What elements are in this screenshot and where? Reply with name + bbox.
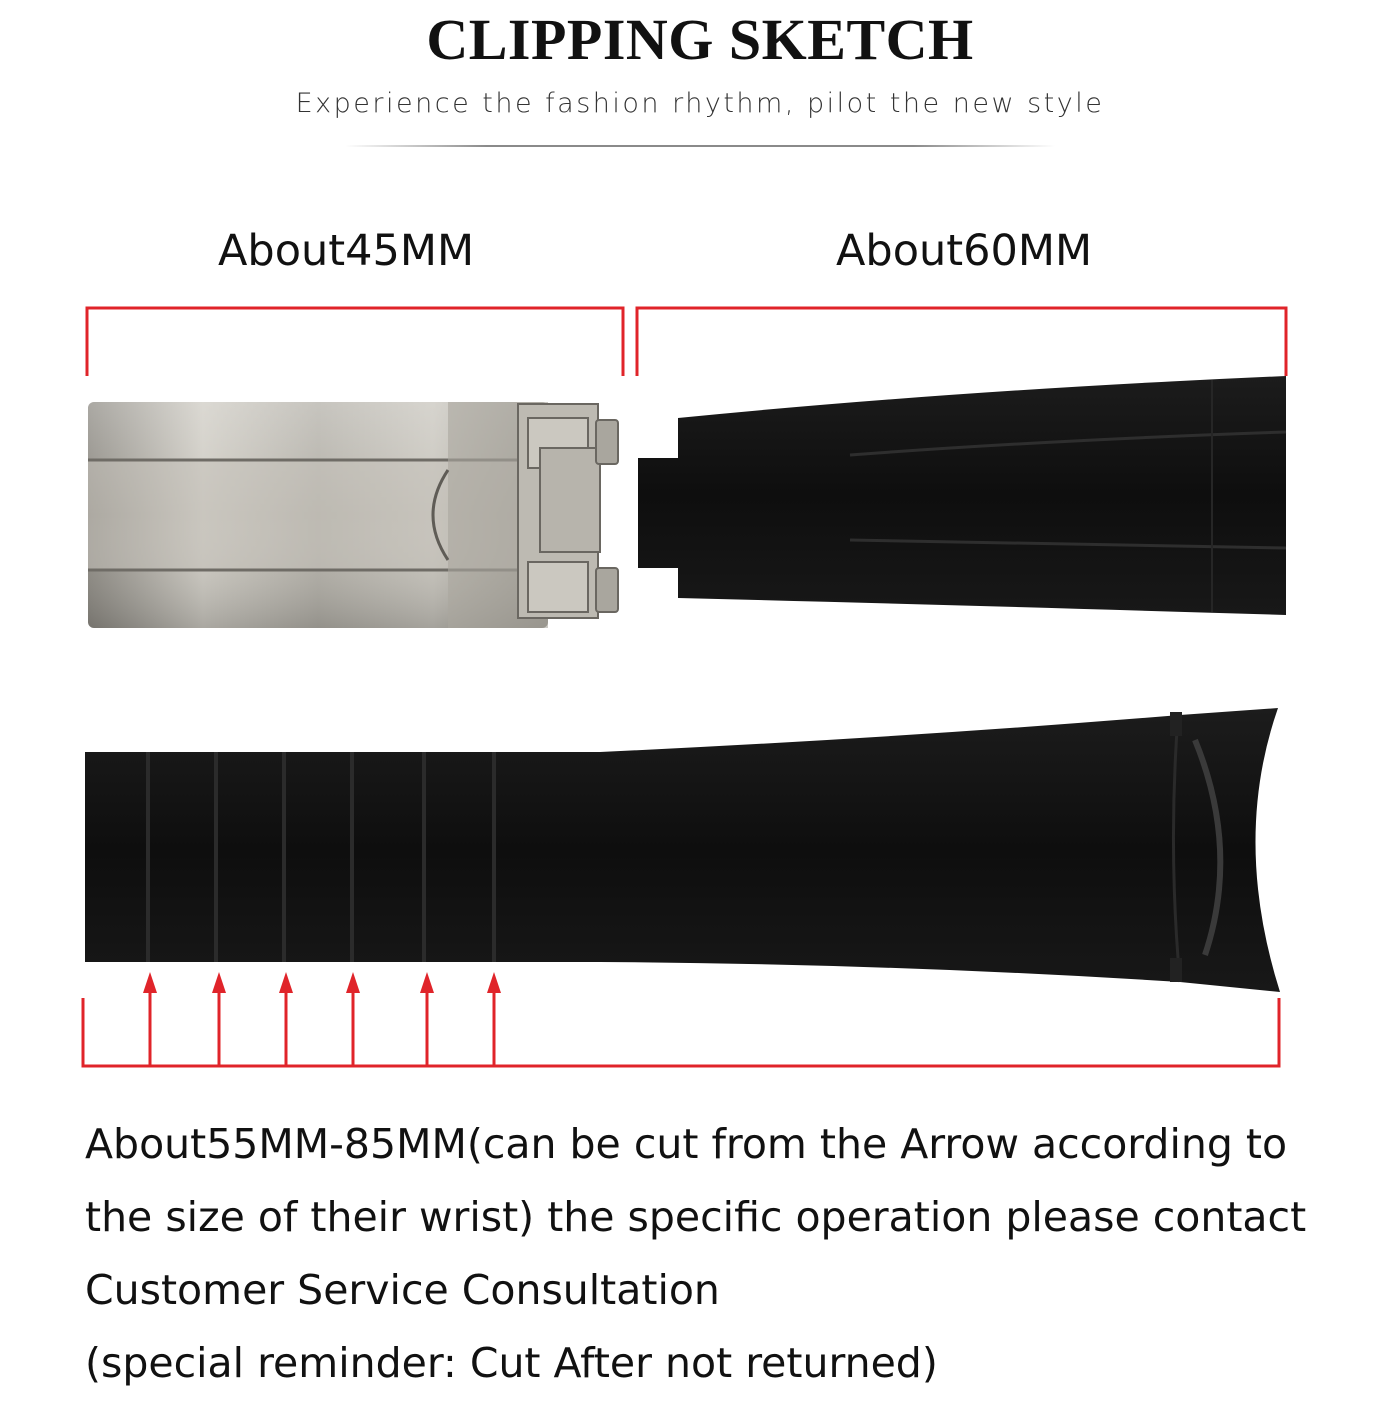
page-subtitle: Experience the fashion rhythm, pilot the new style <box>295 88 1105 119</box>
cutting-instructions <box>85 1108 1375 1400</box>
short-strap-length-label: About60MM <box>836 226 1093 276</box>
instruction-line-3: Customer Service Consultation <box>85 1266 720 1314</box>
clasp-dimension-bracket <box>87 308 623 376</box>
cut-arrow-2 <box>212 972 226 1066</box>
long-rubber-strap <box>85 708 1280 992</box>
instruction-line-4: (special reminder: Cut After not returned) <box>85 1339 938 1387</box>
adjustable-length-bracket <box>83 998 1279 1066</box>
short-rubber-strap <box>638 376 1286 615</box>
cut-arrow-3 <box>279 972 293 1066</box>
cut-marker-arrows <box>143 972 501 1066</box>
short-strap-dimension-bracket <box>637 308 1286 376</box>
cut-arrow-1 <box>143 972 157 1066</box>
cut-arrow-5 <box>420 972 434 1066</box>
steel-clasp <box>88 402 618 628</box>
page-title: CLIPPING SKETCH <box>426 7 974 72</box>
clasp-length-label: About45MM <box>218 226 475 276</box>
cut-arrow-6 <box>487 972 501 1066</box>
cut-arrow-4 <box>346 972 360 1066</box>
instruction-line-2: the size of their wrist) the specific operation please contact <box>85 1193 1307 1241</box>
instruction-line-1: About55MM-85MM(can be cut from the Arrow according to <box>85 1120 1288 1168</box>
